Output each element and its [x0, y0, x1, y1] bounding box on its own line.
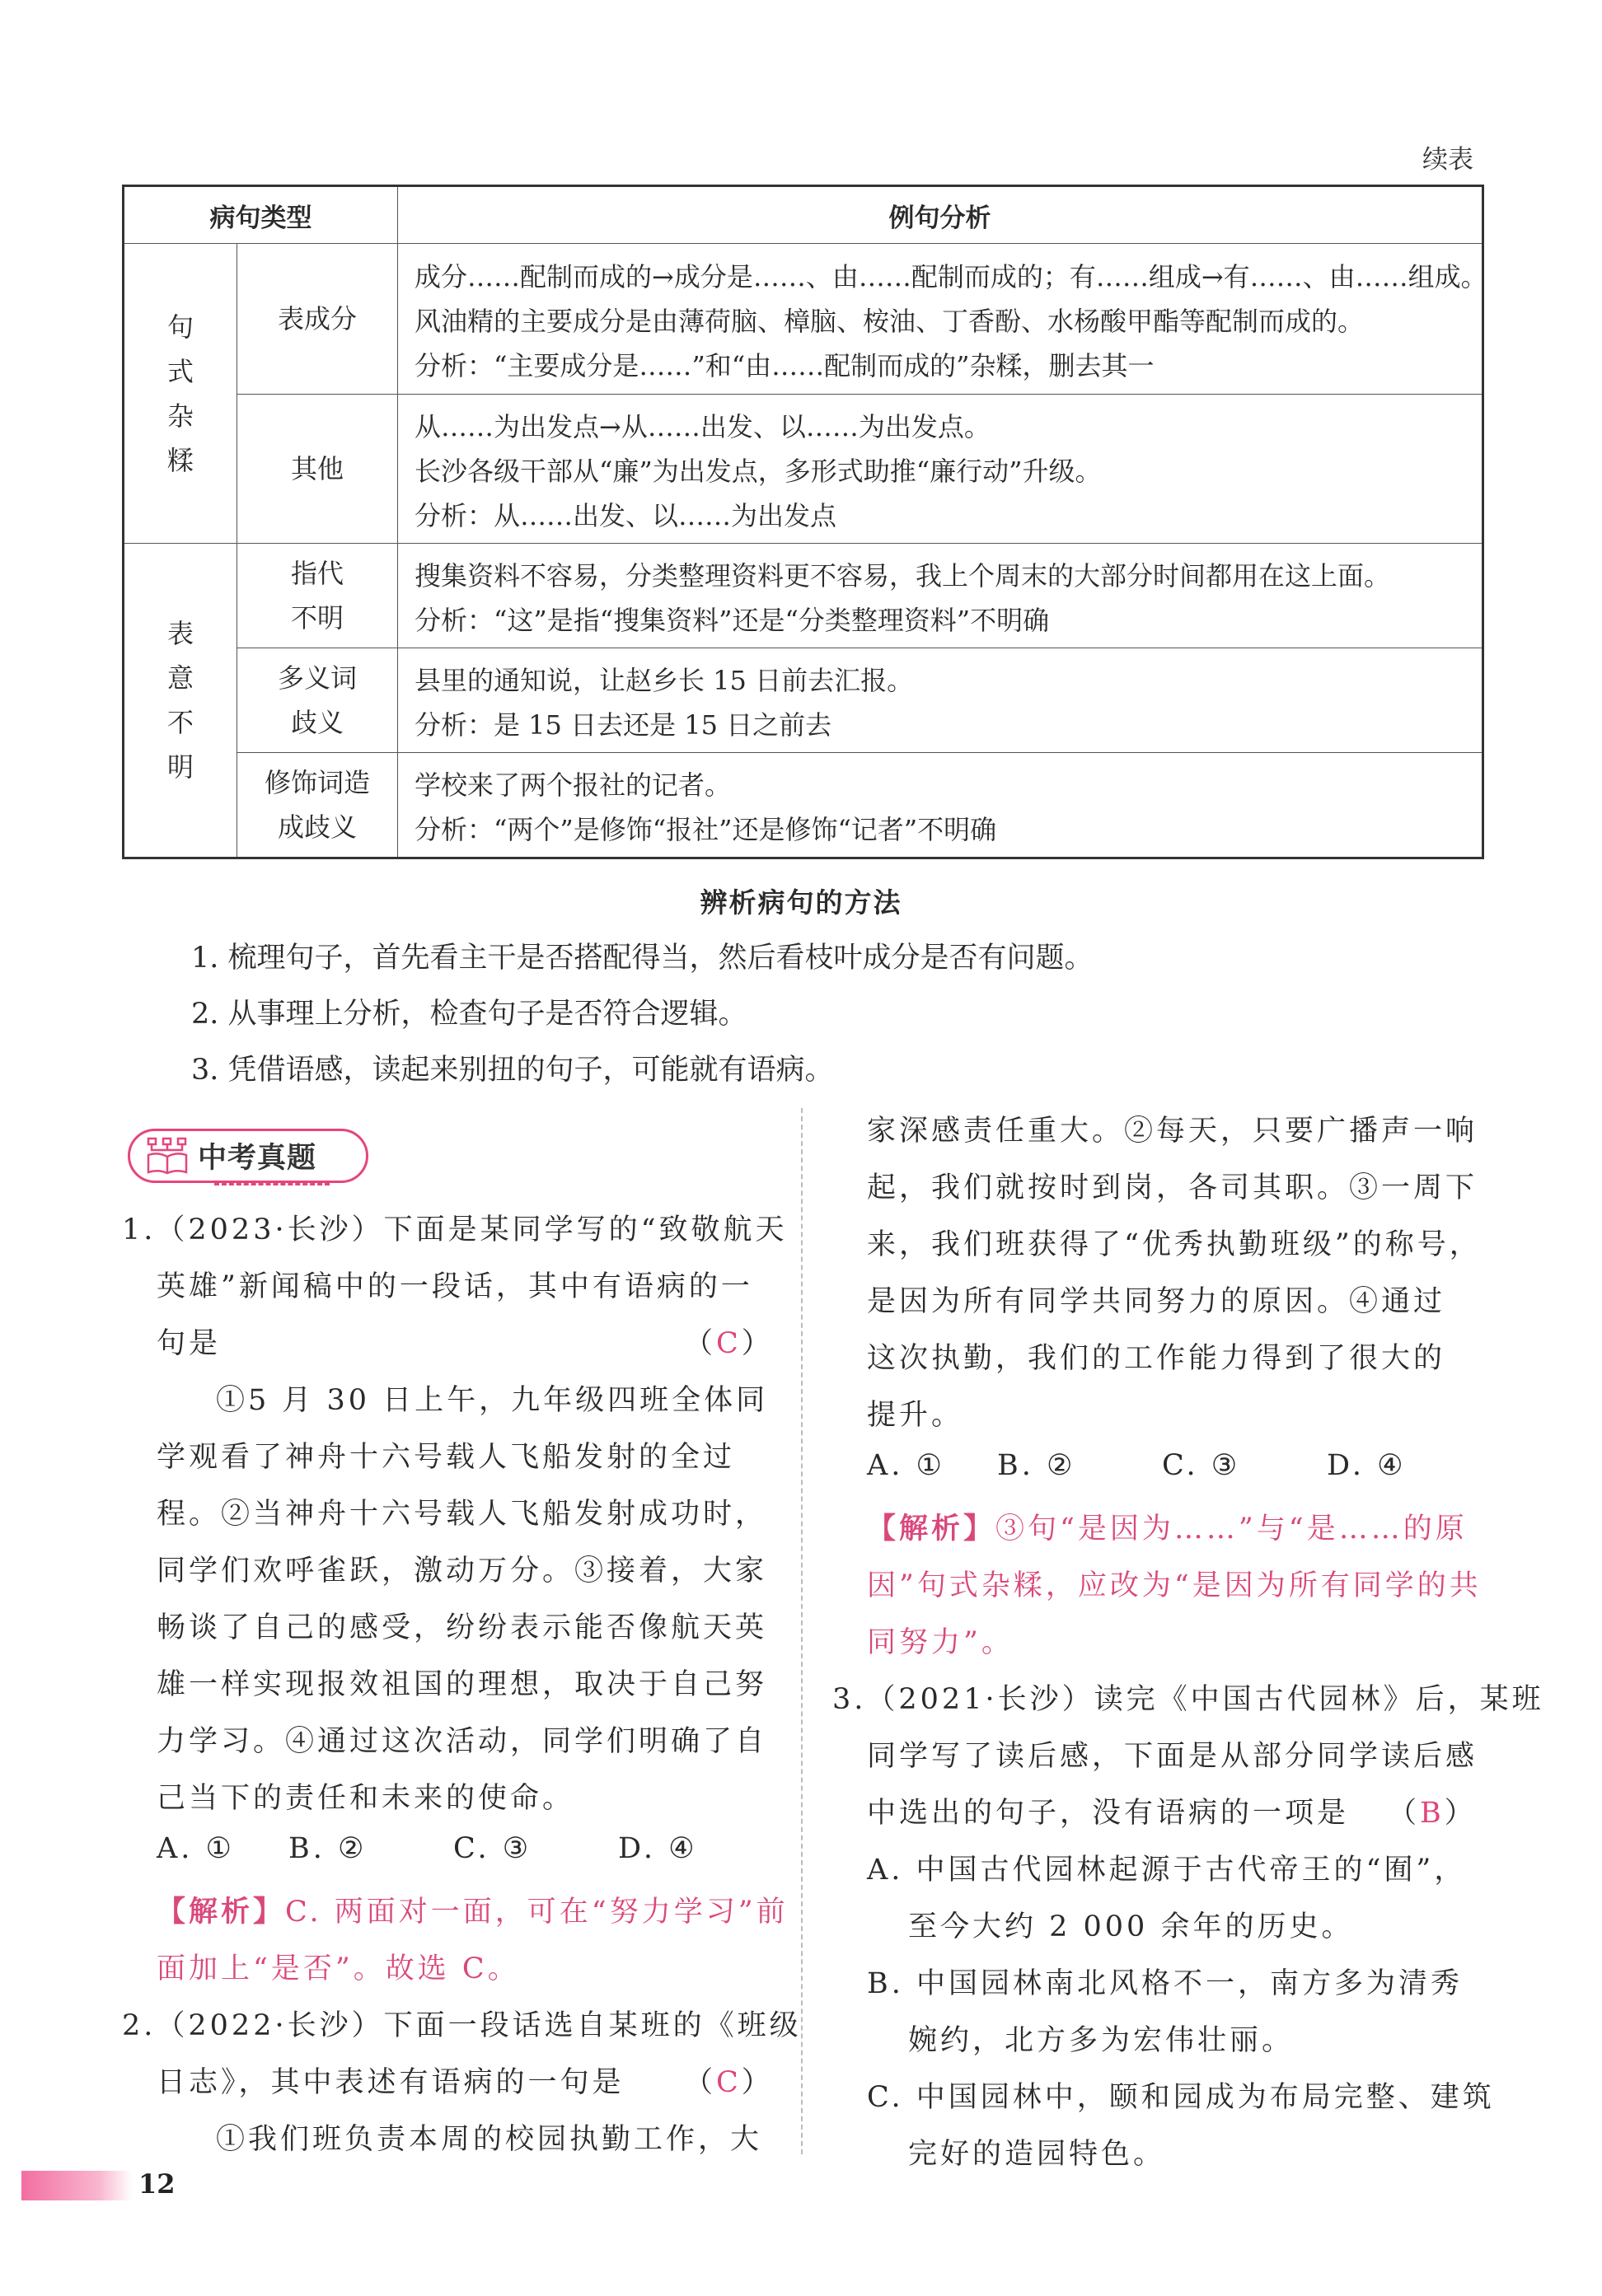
table-row [124, 244, 1483, 395]
q2-option-d[interactable]: D. ④ [1327, 1449, 1407, 1482]
q3-option-a[interactable]: A. 中国古代园林起源于古代帝王的“囿”， [867, 1854, 1467, 1887]
q1-stem-line: 英雄”新闻稿中的一段话，其中有语病的一 [157, 1270, 753, 1303]
category-unclear-meaning: 表 意 不 明 [124, 544, 237, 858]
analysis-label: 【解析】 [867, 1513, 996, 1545]
example-cell: 县里的通知说，让赵乡长 15 日前去汇报。 分析：是 15 日去还是 15 日之前去 [398, 648, 1483, 753]
header-type: 病句类型 [124, 186, 398, 244]
subtype-cell: 指代 不明 [237, 544, 398, 648]
q1-option-c[interactable]: C. ③ [453, 1832, 532, 1865]
section-title: 中考真题 [198, 1142, 317, 1175]
method-item: 2. 从事理上分析，检查句子是否符合逻辑。 [191, 998, 747, 1031]
q1-passage-line: 己当下的责任和未来的使命。 [157, 1782, 575, 1815]
q2-passage-line: 这次执勤，我们的工作能力得到了很大的 [867, 1342, 1446, 1375]
table-row [124, 753, 1483, 858]
q2-analysis: 【解析】③句“是因为……”与“是……的原 [867, 1513, 1468, 1545]
category-mixed-structure: 句 式 杂 糅 [124, 244, 237, 544]
q1-answer-letter: C [716, 1327, 742, 1360]
q1-stem-line: 句是 [157, 1327, 222, 1360]
q3-option-b[interactable]: B. 中国园林南北风格不一，南方多为清秀 [867, 1967, 1463, 2000]
q1-passage-line: 畅谈了自己的感受，纷纷表示能否像航天英 [157, 1611, 768, 1644]
q3-stem-line: 同学写了读后感，下面是从部分同学读后感 [867, 1740, 1478, 1773]
page-number: 12 [138, 2168, 176, 2200]
q2-option-a[interactable]: A. ① [867, 1449, 945, 1482]
q2-stem-line: 日志》，其中表述有语病的一句是 [157, 2066, 625, 2099]
analysis-label: 【解析】 [157, 1896, 286, 1929]
section-badge [128, 1129, 368, 1183]
subtype-cell: 多义词 歧义 [237, 648, 398, 753]
q1-passage-line: 程。②当神舟十六号载人飞船发射成功时， [157, 1498, 768, 1531]
q2-stem-line: 2.（2022·长沙）下面一段话选自某班的《班级 [122, 2009, 802, 2042]
q1-stem-line: 1.（2023·长沙）下面是某同学写的“致敬航天 [122, 1213, 788, 1246]
q2-answer: （C） [684, 2066, 774, 2099]
q1-answer: （C） [684, 1327, 774, 1360]
q2-passage-line: 起，我们就按时到岗，各司其职。③一周下 [867, 1171, 1478, 1204]
q1-passage-line: ①5 月 30 日上午，九年级四班全体同 [216, 1384, 769, 1417]
q1-analysis-line: 面加上“是否”。故选 C。 [157, 1952, 520, 1985]
q2-passage-line: 提升。 [867, 1399, 964, 1432]
q1-option-a[interactable]: A. ① [157, 1832, 235, 1865]
q2-analysis-line: 同努力”。 [867, 1626, 1014, 1659]
q2-passage-line: 家深感责任重大。②每天，只要广播声一响 [867, 1115, 1478, 1148]
q2-passage-line: 来，我们班获得了“优秀执勤班级”的称号， [867, 1228, 1482, 1261]
q1-option-d[interactable]: D. ④ [618, 1832, 698, 1865]
example-cell: 成分……配制而成的→成分是……、由……配制而成的；有……组成→有……、由……组成。 风油精的主要成分是由薄荷脑、樟脑、桉油、丁香酚、水杨酸甲酯等配制而成的。 分析：“主要成分是……”和“由……配制而成的”杂糅，删去其一 [398, 244, 1483, 395]
q1-passage-line: 雄一样实现报效祖国的理想，取决于自己努 [157, 1668, 768, 1701]
q3-option-b-cont: 婉约，北方多为宏伟壮丽。 [908, 2024, 1295, 2057]
q1-passage-line: 同学们欢呼雀跃，激动万分。③接着，大家 [157, 1555, 768, 1588]
q2-passage-line: 是因为所有同学共同努力的原因。④通过 [867, 1285, 1446, 1318]
q2-answer-letter: C [716, 2066, 742, 2099]
badge-underline [214, 1183, 330, 1185]
table-header-row [124, 186, 1483, 244]
q1-analysis: 【解析】C. 两面对一面，可在“努力学习”前 [157, 1896, 789, 1929]
q1-passage-line: 学观看了神舟十六号载人飞船发射的全过 [157, 1441, 736, 1474]
q3-answer: （B） [1388, 1797, 1477, 1830]
q3-stem-line: 3.（2021·长沙）读完《中国古代园林》后，某班 [832, 1683, 1544, 1716]
example-cell: 学校来了两个报社的记者。 分析：“两个”是修饰“报社”还是修饰“记者”不明确 [398, 753, 1483, 858]
q2-option-c[interactable]: C. ③ [1162, 1449, 1241, 1482]
q3-stem-line: 中选出的句子，没有语病的一项是 [867, 1797, 1350, 1830]
q3-answer-letter: B [1420, 1797, 1445, 1830]
q1-option-b[interactable]: B. ② [288, 1832, 368, 1865]
example-cell: 搜集资料不容易，分类整理资料更不容易，我上个周末的大部分时间都用在这上面。 分析：“这”是指“搜集资料”还是“分类整理资料”不明确 [398, 544, 1483, 648]
q3-option-c[interactable]: C. 中国园林中，颐和园成为布局完整、建筑 [867, 2081, 1495, 2114]
q3-option-c-cont: 完好的造园特色。 [908, 2138, 1166, 2171]
subtype-cell: 表成分 [237, 244, 398, 395]
table-row [124, 648, 1483, 753]
method-item: 3. 凭借语感，读起来别扭的句子，可能就有语病。 [191, 1054, 834, 1087]
header-analysis: 例句分析 [398, 186, 1483, 244]
method-item: 1. 梳理句子，首先看主干是否搭配得当，然后看枝叶成分是否有问题。 [191, 942, 1094, 975]
q2-analysis-line: 因”句式杂糅，应改为“是因为所有同学的共 [867, 1569, 1482, 1602]
table-row [124, 395, 1483, 544]
q1-passage-line: 力学习。④通过这次活动，同学们明确了自 [157, 1725, 768, 1758]
q2-passage-line: ①我们班负责本周的校园执勤工作，大 [216, 2123, 763, 2156]
book-icon [145, 1135, 190, 1176]
method-title: 辨析病句的方法 [700, 886, 902, 919]
example-cell: 从……为出发点→从……出发、以……为出发点。 长沙各级干部从“廉”为出发点，多形式助推“廉行动”升级。 分析：从……出发、以……为出发点 [398, 395, 1483, 544]
page-number-bar [21, 2171, 132, 2200]
sentence-error-table [122, 185, 1487, 859]
q2-option-b[interactable]: B. ② [997, 1449, 1076, 1482]
table-row [124, 544, 1483, 648]
column-divider [801, 1108, 803, 2154]
continued-label: 续表 [1422, 145, 1473, 175]
subtype-cell: 其他 [237, 395, 398, 544]
subtype-cell: 修饰词造 成歧义 [237, 753, 398, 858]
q3-option-a-cont: 至今大约 2 000 余年的历史。 [908, 1910, 1354, 1943]
